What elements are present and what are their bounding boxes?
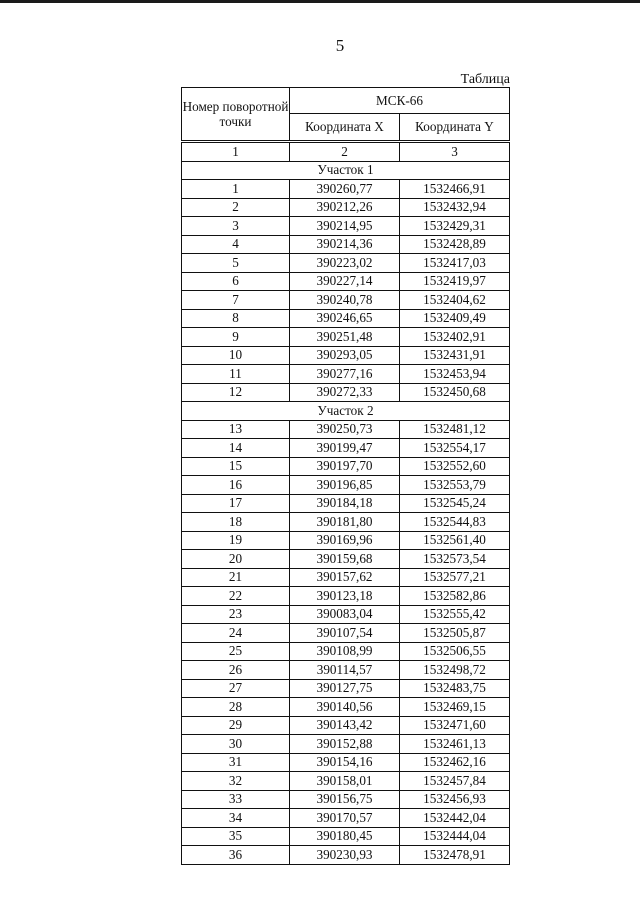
table-row: [182, 309, 510, 328]
coordinate-y-cell: 1532469,15: [400, 698, 510, 717]
coordinate-x-cell: 390159,68: [290, 550, 400, 569]
point-number-cell: 26: [182, 661, 290, 680]
coordinate-y-cell: 1532444,04: [400, 827, 510, 846]
coordinate-y-cell: 1532573,54: [400, 550, 510, 569]
point-number-cell: 23: [182, 605, 290, 624]
table-row: [182, 439, 510, 458]
coordinate-x-cell: 390108,99: [290, 642, 400, 661]
header-coordinate-system: МСК-66: [290, 88, 510, 114]
coordinate-x-cell: 390140,56: [290, 698, 400, 717]
coordinate-x-cell: 390143,42: [290, 716, 400, 735]
table-row: [182, 235, 510, 254]
point-number-cell: 32: [182, 772, 290, 791]
table-row: [182, 513, 510, 532]
page-number: 5: [335, 36, 345, 55]
table-row: [182, 679, 510, 698]
coordinate-x-cell: 390251,48: [290, 328, 400, 347]
coordinate-x-cell: 390214,36: [290, 235, 400, 254]
coordinate-y-cell: 1532555,42: [400, 605, 510, 624]
coordinate-x-cell: 390199,47: [290, 439, 400, 458]
coordinate-x-cell: 390169,96: [290, 531, 400, 550]
point-number-cell: 35: [182, 827, 290, 846]
coordinate-y-cell: 1532429,31: [400, 217, 510, 236]
point-number-cell: 10: [182, 346, 290, 365]
table-row: [182, 420, 510, 439]
table-row: [182, 753, 510, 772]
point-number-cell: 12: [182, 383, 290, 402]
coordinate-y-cell: 1532552,60: [400, 457, 510, 476]
point-number-cell: 22: [182, 587, 290, 606]
point-number-cell: 18: [182, 513, 290, 532]
point-number-cell: 11: [182, 365, 290, 384]
table-row: [182, 328, 510, 347]
coordinate-x-cell: 390127,75: [290, 679, 400, 698]
coordinate-x-cell: 390152,88: [290, 735, 400, 754]
point-number-cell: 16: [182, 476, 290, 495]
point-number-cell: 21: [182, 568, 290, 587]
coordinate-y-cell: 1532478,91: [400, 846, 510, 865]
table-row: [182, 272, 510, 291]
coordinate-x-cell: 390197,70: [290, 457, 400, 476]
point-number-cell: 20: [182, 550, 290, 569]
coordinate-y-cell: 1532457,84: [400, 772, 510, 791]
coordinate-x-cell: 390156,75: [290, 790, 400, 809]
coordinate-x-cell: 390107,54: [290, 624, 400, 643]
coordinate-y-cell: 1532419,97: [400, 272, 510, 291]
coordinate-y-cell: 1532456,93: [400, 790, 510, 809]
header-coordinate-y: Координата Y: [400, 114, 510, 142]
section-row: [182, 402, 510, 421]
coordinate-y-cell: 1532505,87: [400, 624, 510, 643]
coordinate-x-cell: 390240,78: [290, 291, 400, 310]
point-number-cell: 29: [182, 716, 290, 735]
table-row: [182, 846, 510, 865]
coordinate-x-cell: 390114,57: [290, 661, 400, 680]
table-row: [182, 735, 510, 754]
table-row: [182, 365, 510, 384]
table-row: [182, 790, 510, 809]
point-number-cell: 30: [182, 735, 290, 754]
table-row: [182, 716, 510, 735]
point-number-cell: 31: [182, 753, 290, 772]
header-coordinate-x: Координата X: [290, 114, 400, 142]
table-row: [182, 661, 510, 680]
point-number-cell: 27: [182, 679, 290, 698]
table-row: [182, 605, 510, 624]
section-title: Участок 1: [182, 161, 510, 180]
table-row: [182, 217, 510, 236]
table-row: [182, 568, 510, 587]
table-row: [182, 198, 510, 217]
point-number-cell: 2: [182, 198, 290, 217]
table-caption: Таблица: [460, 72, 510, 87]
point-number-cell: 1: [182, 180, 290, 199]
table-row: [182, 383, 510, 402]
table-row: [182, 291, 510, 310]
point-number-cell: 9: [182, 328, 290, 347]
coordinate-y-cell: 1532545,24: [400, 494, 510, 513]
table-row: [182, 550, 510, 569]
coordinate-y-cell: 1532471,60: [400, 716, 510, 735]
scan-edge: [0, 0, 640, 3]
coordinate-x-cell: 390157,62: [290, 568, 400, 587]
point-number-cell: 33: [182, 790, 290, 809]
coordinate-y-cell: 1532431,91: [400, 346, 510, 365]
table-row: [182, 809, 510, 828]
table-header: [182, 88, 510, 142]
coordinate-x-cell: 390260,77: [290, 180, 400, 199]
coordinate-y-cell: 1532402,91: [400, 328, 510, 347]
point-number-cell: 17: [182, 494, 290, 513]
column-number: 3: [400, 142, 510, 162]
point-number-cell: 28: [182, 698, 290, 717]
point-number-cell: 25: [182, 642, 290, 661]
table-body: [182, 142, 510, 865]
coordinate-y-cell: 1532404,62: [400, 291, 510, 310]
coordinates-table: [181, 87, 510, 865]
coordinate-x-cell: 390223,02: [290, 254, 400, 273]
coordinate-y-cell: 1532506,55: [400, 642, 510, 661]
coordinate-x-cell: 390212,26: [290, 198, 400, 217]
column-number: 2: [290, 142, 400, 162]
coordinate-y-cell: 1532466,91: [400, 180, 510, 199]
coordinate-x-cell: 390272,33: [290, 383, 400, 402]
table-row: [182, 624, 510, 643]
coordinate-x-cell: 390180,45: [290, 827, 400, 846]
point-number-cell: 24: [182, 624, 290, 643]
point-number-cell: 15: [182, 457, 290, 476]
section-row: [182, 161, 510, 180]
table-row: [182, 531, 510, 550]
table-row: [182, 494, 510, 513]
column-numbers-row: [182, 142, 510, 162]
table-row: [182, 476, 510, 495]
coordinate-y-cell: 1532428,89: [400, 235, 510, 254]
table-row: [182, 254, 510, 273]
coordinate-x-cell: 390246,65: [290, 309, 400, 328]
table-row: [182, 698, 510, 717]
coordinate-y-cell: 1532442,04: [400, 809, 510, 828]
coordinate-y-cell: 1532553,79: [400, 476, 510, 495]
coordinate-x-cell: 390230,93: [290, 846, 400, 865]
column-number: 1: [182, 142, 290, 162]
coordinate-x-cell: 390123,18: [290, 587, 400, 606]
point-number-cell: 14: [182, 439, 290, 458]
coordinate-y-cell: 1532432,94: [400, 198, 510, 217]
coordinate-y-cell: 1532417,03: [400, 254, 510, 273]
coordinate-y-cell: 1532453,94: [400, 365, 510, 384]
point-number-cell: 8: [182, 309, 290, 328]
section-title: Участок 2: [182, 402, 510, 421]
table-row: [182, 346, 510, 365]
coordinate-x-cell: 390170,57: [290, 809, 400, 828]
table-row: [182, 587, 510, 606]
point-number-cell: 7: [182, 291, 290, 310]
coordinate-y-cell: 1532450,68: [400, 383, 510, 402]
header-point-number: Номер поворотной точки: [182, 88, 290, 142]
coordinate-x-cell: 390181,80: [290, 513, 400, 532]
coordinate-x-cell: 390083,04: [290, 605, 400, 624]
point-number-cell: 6: [182, 272, 290, 291]
point-number-cell: 3: [182, 217, 290, 236]
table-row: [182, 827, 510, 846]
coordinate-y-cell: 1532498,72: [400, 661, 510, 680]
table-row: [182, 180, 510, 199]
coordinate-x-cell: 390293,05: [290, 346, 400, 365]
point-number-cell: 34: [182, 809, 290, 828]
coordinate-y-cell: 1532577,21: [400, 568, 510, 587]
coordinate-x-cell: 390158,01: [290, 772, 400, 791]
coordinate-x-cell: 390184,18: [290, 494, 400, 513]
coordinate-y-cell: 1532582,86: [400, 587, 510, 606]
coordinate-y-cell: 1532561,40: [400, 531, 510, 550]
point-number-cell: 4: [182, 235, 290, 254]
coordinate-y-cell: 1532461,13: [400, 735, 510, 754]
coordinate-x-cell: 390227,14: [290, 272, 400, 291]
table-row: [182, 457, 510, 476]
coordinate-y-cell: 1532481,12: [400, 420, 510, 439]
coordinate-y-cell: 1532554,17: [400, 439, 510, 458]
coordinate-y-cell: 1532483,75: [400, 679, 510, 698]
coordinate-x-cell: 390154,16: [290, 753, 400, 772]
coordinate-x-cell: 390214,95: [290, 217, 400, 236]
coordinates-table-wrapper: [181, 87, 509, 865]
point-number-cell: 19: [182, 531, 290, 550]
point-number-cell: 13: [182, 420, 290, 439]
table-row: [182, 642, 510, 661]
coordinate-y-cell: 1532462,16: [400, 753, 510, 772]
table-row: [182, 772, 510, 791]
coordinate-x-cell: 390277,16: [290, 365, 400, 384]
coordinate-y-cell: 1532409,49: [400, 309, 510, 328]
point-number-cell: 5: [182, 254, 290, 273]
coordinate-x-cell: 390250,73: [290, 420, 400, 439]
coordinate-x-cell: 390196,85: [290, 476, 400, 495]
point-number-cell: 36: [182, 846, 290, 865]
coordinate-y-cell: 1532544,83: [400, 513, 510, 532]
